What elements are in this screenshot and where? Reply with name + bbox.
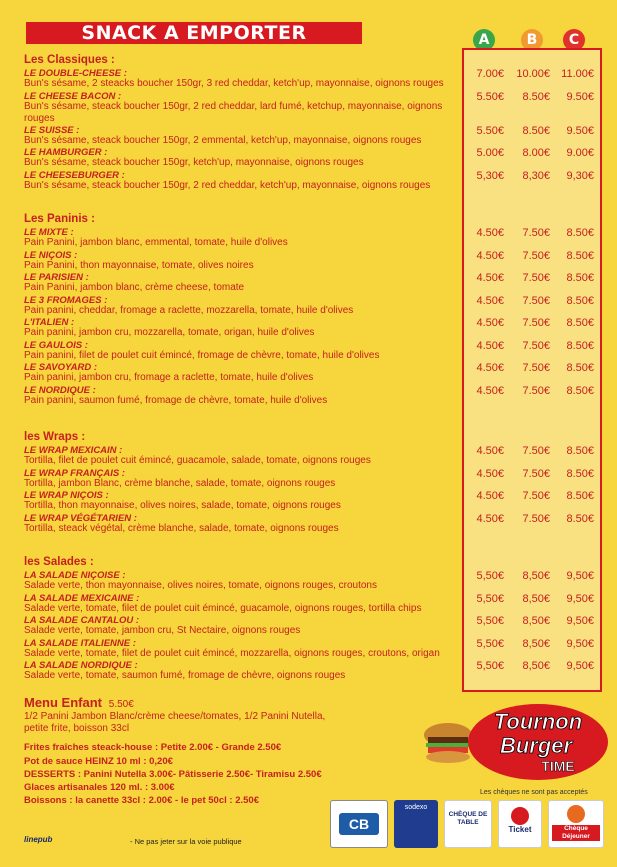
item-name: LE SAVOYARD : (24, 362, 98, 373)
item-description: Tortilla, steack végétal, crème blanche, salade, tomate, oignons rouges (24, 522, 339, 534)
price-c: 11.00€ (561, 68, 594, 80)
item-description: Pain panini, filet de poulet cuit émincé, fromage de chèvre, tomate, huile d'olives (24, 349, 380, 361)
menu-enfant-price: 5.50€ (108, 699, 134, 710)
cb-label: CB (339, 813, 379, 835)
item-description: Salade verte, tomate, saumon fumé, fromage de chèvre, oignons rouges (24, 670, 346, 681)
price-a: 4.50€ (476, 339, 504, 352)
linepub-logo: linepub (24, 835, 53, 844)
item-description: Bun's sésame, steack boucher 150gr, ketch'up, mayonnaise, oignons rouges (24, 157, 364, 168)
price-c: 8.50€ (566, 490, 594, 502)
cheque-dejeuner-label: Chèque Déjeuner (552, 825, 600, 841)
price-c: 8.50€ (566, 317, 594, 329)
item-name: LA SALADE CANTALOU : (24, 615, 140, 626)
price-c: 9,50€ (566, 615, 594, 627)
item-name: LE WRAP MEXICAIN : (24, 445, 123, 456)
cheque-de-table-label: CHÈQUE DE TABLE (448, 811, 488, 826)
price-a: 5,30€ (476, 169, 504, 182)
price-b: 8,50€ (522, 570, 550, 582)
price-b: 7.50€ (522, 362, 550, 374)
item-name: LE GAULOIS : (24, 339, 88, 351)
price-a: 5,50€ (476, 592, 504, 605)
price-c: 8.50€ (566, 272, 594, 284)
item-name: LE DOUBLE-CHEESE : (24, 68, 127, 79)
item-name: LE NIÇOIS : (24, 249, 78, 261)
column-b-badge: B (521, 29, 543, 51)
item-description: Salade verte, tomate, jambon cru, St Nectaire, oignons rouges (24, 625, 301, 636)
item-name: LE WRAP NIÇOIS : (24, 490, 109, 501)
extra-sauce: Pot de sauce HEINZ 10 ml : 0,20€ (24, 756, 173, 767)
price-c: 8.50€ (566, 362, 594, 374)
price-a: 4.50€ (476, 227, 504, 239)
item-description: Pain panini, jambon cru, mozzarella, tomate, origan, huile d'olives (24, 327, 315, 338)
item-description: Tortilla, filet de poulet cuit émincé, guacamole, salade, tomate, oignons rouges (24, 455, 371, 466)
item-name: LA SALADE MEXICAINE : (24, 592, 140, 604)
price-c: 9.50€ (566, 124, 594, 137)
price-c: 8.50€ (566, 294, 594, 307)
item-description: Salade verte, tomate, filet de poulet cuit émincé, mozzarella, oignons rouges, croutons, origan (24, 647, 440, 659)
price-c: 8.50€ (566, 227, 594, 239)
item-name: L'ITALIEN : (24, 317, 75, 328)
cheque-de-table-icon (444, 800, 492, 848)
logo-line2: Burger (499, 733, 573, 758)
price-a: 4.50€ (476, 490, 504, 502)
item-description: Pain panini, saumon fumé, fromage de chèvre, tomate, huile d'olives (24, 394, 328, 406)
item-name: LE WRAP VÉGÉTARIEN : (24, 512, 137, 524)
item-description: Bun's sésame, steack boucher 150gr, 2 red cheddar, ketch'up, mayonnaise, oignons rouges (24, 179, 431, 191)
menu-enfant-desc: 1/2 Panini Jambon Blanc/crème cheese/tomates, 1/2 Panini Nutella, petite frite, boisson 33cl (24, 711, 326, 734)
price-a: 4.50€ (476, 445, 504, 457)
tournon-burger-logo (418, 697, 608, 787)
price-a: 4.50€ (476, 362, 504, 374)
price-b: 7.50€ (522, 249, 550, 262)
item-name: LE MIXTE : (24, 227, 74, 238)
price-c: 9,50€ (566, 570, 594, 582)
item-description: Salade verte, thon mayonnaise, olives noires, tomate, oignons rouges, croutons (24, 580, 377, 591)
price-b: 8,50€ (522, 592, 550, 605)
price-b: 8.00€ (522, 147, 550, 159)
column-c-badge: C (563, 29, 585, 51)
extra-boissons: Boissons : la canette 33cl : 2.00€ - le pet 50cl : 2.50€ (24, 795, 259, 806)
price-c: 8.50€ (566, 467, 594, 480)
price-c: 8.50€ (566, 339, 594, 352)
item-description: Pain panini, cheddar, fromage a raclette, mozzarella, tomate, huile d'olives (24, 304, 354, 316)
section-title: les Wraps : (24, 431, 86, 443)
price-b: 8,50€ (522, 637, 550, 650)
price-b: 7.50€ (522, 317, 550, 329)
price-a: 5.50€ (476, 90, 504, 103)
logo-line1: Tournon (493, 709, 583, 734)
logo-line3: TIME (541, 758, 575, 774)
price-c: 9,50€ (566, 637, 594, 650)
section-title: Les Classiques : (24, 54, 115, 66)
price-b: 10.00€ (516, 68, 550, 80)
price-b: 8.50€ (522, 90, 550, 103)
page-title: SNACK A EMPORTER (26, 22, 362, 44)
sodexo-label: sodexo (404, 804, 428, 811)
price-c: 9.50€ (566, 90, 594, 103)
price-b: 7.50€ (522, 339, 550, 352)
price-a: 4.50€ (476, 272, 504, 284)
price-b: 7.50€ (522, 512, 550, 525)
extra-glaces: Glaces artisanales 120 ml. : 3.00€ (24, 782, 175, 793)
item-description: Pain Panini, jambon blanc, emmental, tomate, huile d'olives (24, 237, 288, 248)
price-b: 7.50€ (522, 384, 550, 397)
cb-card-icon (330, 800, 388, 848)
menu-enfant (24, 697, 344, 735)
price-c: 9,30€ (566, 169, 594, 182)
item-name: LE HAMBURGER : (24, 147, 108, 158)
price-b: 8,50€ (522, 660, 550, 672)
price-c: 9.00€ (566, 147, 594, 159)
price-b: 7.50€ (522, 272, 550, 284)
price-a: 5,50€ (476, 660, 504, 672)
price-c: 8.50€ (566, 384, 594, 397)
item-description: Salade verte, tomate, filet de poulet cuit émincé, guacamole, oignons rouges, tortilla chips (24, 602, 422, 614)
price-c: 8.50€ (566, 249, 594, 262)
item-name: LA SALADE ITALIENNE : (24, 637, 136, 649)
price-a: 5,50€ (476, 570, 504, 582)
price-c: 9,50€ (566, 660, 594, 672)
item-name: LA SALADE NORDIQUE : (24, 660, 138, 671)
ticket-label: Ticket (508, 825, 532, 834)
price-a: 4.50€ (476, 294, 504, 307)
cheque-dejeuner-icon (548, 800, 604, 848)
price-a: 4.50€ (476, 317, 504, 329)
price-b: 8.50€ (522, 124, 550, 137)
price-b: 7.50€ (522, 227, 550, 239)
extra-desserts: DESSERTS : Panini Nutella 3.00€- Pâtisserie 2.50€- Tiramisu 2.50€ (24, 769, 322, 780)
price-b: 8,30€ (522, 169, 550, 182)
price-b: 7.50€ (522, 467, 550, 480)
price-c: 8.50€ (566, 512, 594, 525)
item-name: LE CHEESE BACON : (24, 90, 122, 102)
menu-enfant-title: Menu Enfant (24, 695, 102, 710)
price-a: 5,50€ (476, 615, 504, 627)
ticket-restaurant-icon (498, 800, 542, 848)
price-a: 4.50€ (476, 249, 504, 262)
price-a: 4.50€ (476, 512, 504, 525)
price-c: 8.50€ (566, 445, 594, 457)
cheques-note: Les chèques ne sont pas acceptés (480, 789, 588, 796)
price-a: 7.00€ (476, 68, 504, 80)
item-description: Bun's sésame, steack boucher 150gr, 2 red cheddar, lard fumé, ketchup, mayonnaise, oignons rouges (24, 100, 443, 124)
price-a: 4.50€ (476, 467, 504, 480)
section-title: les Salades : (24, 556, 94, 568)
price-a: 4.50€ (476, 384, 504, 397)
price-b: 7.50€ (522, 490, 550, 502)
item-name: LE SUISSE : (24, 124, 80, 136)
item-name: LE 3 FROMAGES : (24, 294, 108, 306)
item-name: LE PARISIEN : (24, 272, 89, 283)
price-a: 5,50€ (476, 637, 504, 650)
item-description: Pain Panini, jambon blanc, crème cheese, tomate (24, 282, 245, 293)
footer-note: - Ne pas jeter sur la voie publique (130, 837, 242, 846)
section-title: Les Paninis : (24, 213, 95, 225)
item-description: Tortilla, thon mayonnaise, olives noires, salade, tomate, oignons rouges (24, 500, 341, 511)
price-a: 5.00€ (476, 147, 504, 159)
item-description: Pain panini, jambon cru, fromage a raclette, tomate, huile d'olives (24, 372, 314, 383)
item-name: LE CHEESEBURGER : (24, 169, 125, 181)
item-description: Bun's sésame, 2 steacks boucher 150gr, 3 red cheddar, ketch'up, mayonnaise, oignons rouges (24, 78, 444, 89)
extra-fries: Frites fraîches steack-house : Petite 2.00€ - Grande 2.50€ (24, 742, 282, 753)
item-name: LA SALADE NIÇOISE : (24, 570, 126, 581)
column-a-badge: A (473, 29, 495, 51)
price-b: 7.50€ (522, 445, 550, 457)
item-description: Tortilla, jambon Blanc, crème blanche, salade, tomate, oignons rouges (24, 477, 336, 489)
item-description: Pain Panini, thon mayonnaise, tomate, olives noires (24, 259, 254, 271)
item-name: LE NORDIQUE : (24, 384, 96, 396)
price-b: 7.50€ (522, 294, 550, 307)
item-name: LE WRAP FRANÇAIS : (24, 467, 125, 479)
sodexo-card-icon (394, 800, 438, 848)
price-c: 9,50€ (566, 592, 594, 605)
item-description: Bun's sésame, steack boucher 150gr, 2 emmental, ketch'up, mayonnaise, oignons rouges (24, 134, 422, 146)
price-b: 8,50€ (522, 615, 550, 627)
price-a: 5.50€ (476, 124, 504, 137)
